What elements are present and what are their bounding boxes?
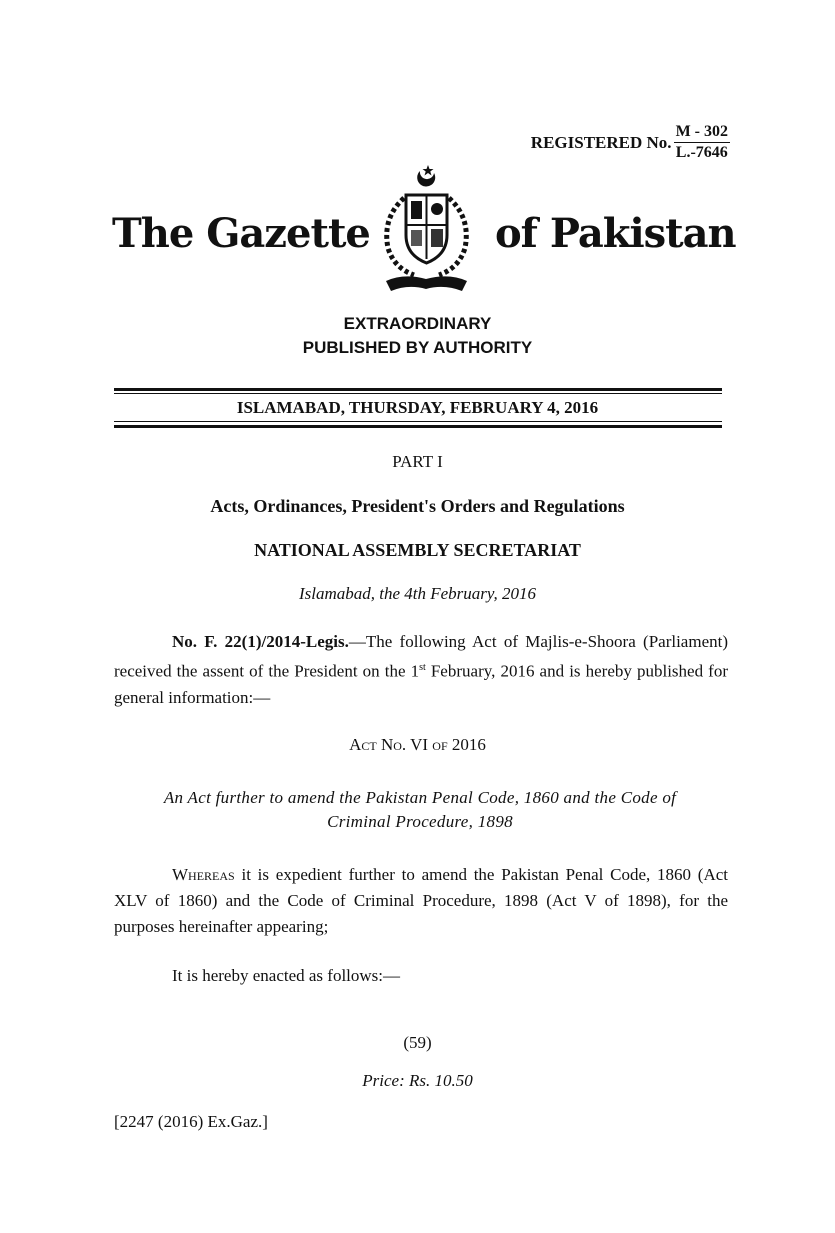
section-title: Acts, Ordinances, President's Orders and Regulations [210, 496, 625, 516]
preamble-lead: Whereas [172, 865, 235, 884]
preamble-text: it is expedient further to amend the Pakistan Penal Code, 1860 (Act XLV of 1860) and the Code of Criminal Procedure, 1898 (Act V of 1898), for the purposes hereinafter appearing; [114, 865, 728, 936]
masthead-right: of Pakistan [495, 210, 736, 257]
masthead-left: The Gazette [112, 210, 370, 257]
top-rule-thin [114, 393, 722, 394]
secretariat-heading: NATIONAL ASSEMBLY SECRETARIAT [254, 540, 581, 560]
footer-reference: [2247 (2016) Ex.Gaz.] [114, 1112, 268, 1131]
registration-number-bottom: L.-7646 [675, 144, 728, 161]
notice-paragraph [114, 629, 728, 711]
bottom-rule-thin [114, 421, 722, 422]
place-date: Islamabad, the 4th February, 2016 [298, 584, 537, 603]
act-title: An Act further to amend the Pakistan Penal Code, 1860 and the Code of Criminal Procedure, 1898 [163, 788, 677, 831]
notice-text-end: February, 2016 and is hereby published for general information:— [114, 661, 728, 707]
state-emblem-icon [364, 163, 489, 298]
notice-reference: No. F. 22(1)/2014-Legis. [172, 632, 349, 651]
bottom-rule [114, 425, 722, 428]
act-number: Act No. VI of 2016 [349, 735, 486, 754]
registration-label: REGISTERED No. [530, 132, 672, 152]
notice-superscript: st [419, 662, 426, 673]
enacting-clause: It is hereby enacted as follows:— [172, 966, 401, 985]
registration-fraction [674, 122, 730, 163]
registration-number [531, 122, 730, 163]
published-by-authority-label: PUBLISHED BY AUTHORITY [302, 338, 533, 357]
top-rule [114, 388, 722, 391]
registration-number-top: M - 302 [674, 122, 730, 143]
price: Price: Rs. 10.50 [362, 1071, 473, 1090]
page-number: (59) [403, 1033, 432, 1052]
part-heading: PART I [392, 452, 443, 471]
dateline: ISLAMABAD, THURSDAY, FEBRUARY 4, 2016 [236, 398, 599, 417]
preamble-paragraph [114, 862, 728, 940]
extraordinary-label: EXTRAORDINARY [343, 314, 492, 333]
notice-text: —The following Act of Majlis-e-Shoora (Parliament) received the assent of the President on the 1 [114, 632, 728, 681]
